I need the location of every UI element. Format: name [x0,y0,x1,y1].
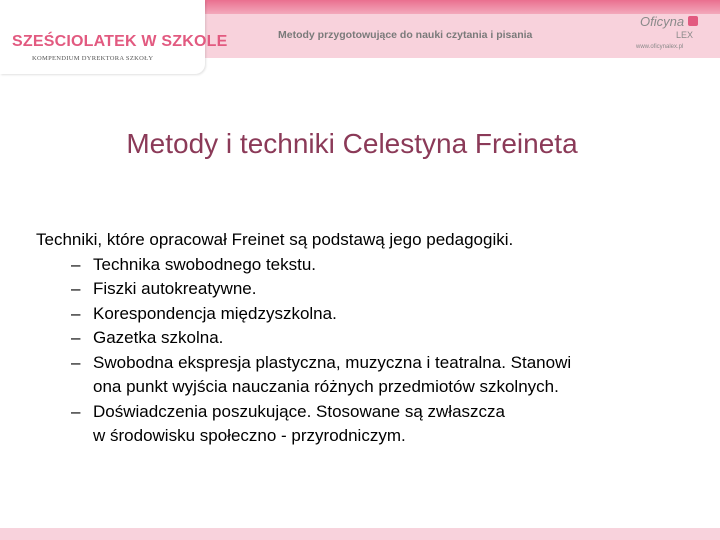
logo-title: SZEŚCIOLATEK W SZKOLE [12,33,228,50]
brand-sub: LEX [676,30,694,40]
list-dash: – [71,303,81,323]
list-item [36,302,686,327]
list-item [36,351,686,400]
list-dash: – [71,401,81,421]
list-item [36,326,686,351]
list-item-text: Gazetka szkolna. [93,328,224,347]
list-item-text: Swobodna ekspresja plastyczna, muzyczna i teatralna. Stanowi [93,352,572,372]
logo-subtitle: KOMPENDIUM DYREKTORA SZKOŁY [32,55,154,62]
list-item-text: Technika swobodnego tekstu. [93,254,317,274]
brand-mark-icon [688,16,698,26]
list-item-text: w środowisku społeczno - przyrodniczym. [93,426,406,445]
slide-body [36,228,686,449]
list-item [36,277,686,302]
list-dash: – [71,254,81,274]
list-dash: – [71,328,81,347]
list-item-text: Doświadczenia poszukujące. Stosowane są zwłaszcza [93,401,505,421]
technique-list [36,253,686,449]
brand-logo: Oficyna [640,14,685,29]
list-dash: – [71,352,81,372]
intro-text: Techniki, które opracował Freinet są podstawą jego pedagogiki. [36,230,514,249]
header-title: Metody przygotowujące do nauki czytania i pisania [278,29,533,41]
list-item-text: ona punkt wyjścia nauczania różnych przedmiotów szkolnych. [93,377,559,396]
publication-logo [0,0,228,74]
list-item [36,253,686,278]
brand-url: www.oficynalex.pl [636,44,684,50]
list-item [36,400,686,449]
slide-title: Metody i techniki Celestyna Freineta [126,128,578,159]
list-dash: – [71,279,81,298]
list-item-text: Korespondencja międzyszkolna. [93,303,337,323]
list-item-text: Fiszki autokreatywne. [93,279,257,298]
slide-header [0,0,720,78]
footer-band [0,528,720,540]
